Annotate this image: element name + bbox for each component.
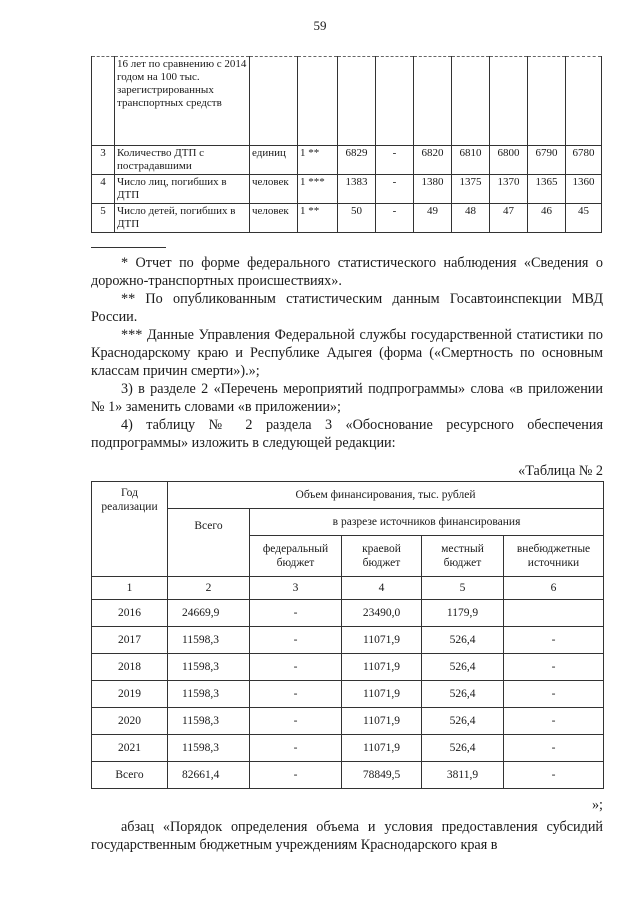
table-row — [92, 204, 602, 233]
extrabudgetary-cell: - — [504, 735, 604, 762]
federal-cell: - — [250, 627, 342, 654]
footnote-2: ** По опубликованным статистическим данным Госавтоинспекции МВД России. — [91, 291, 603, 325]
column-number: 5 — [422, 577, 504, 600]
regional-cell: 11071,9 — [342, 735, 422, 762]
extrabudgetary-cell: - — [504, 762, 604, 789]
table-row — [92, 708, 604, 735]
header-sources: в разрезе источников финансирования — [250, 509, 604, 536]
total-cell: 11598,3 — [168, 681, 250, 708]
indicators-table — [91, 56, 602, 233]
value-cell: 48 — [452, 204, 490, 233]
header-federal: федеральный бюджет — [250, 536, 342, 577]
table-header-row — [92, 482, 604, 509]
total-cell: 11598,3 — [168, 627, 250, 654]
table-row — [92, 57, 602, 146]
value-cell: 6800 — [490, 146, 528, 175]
footnote-3: *** Данные Управления Федеральной службы государственной статистики по Краснодарскому краю и Республике Адыгея (форма («Смертность по основным классам причин смерти»).»; — [91, 327, 603, 379]
indicator-name: Число лиц, погибших в ДТП — [115, 175, 250, 204]
extrabudgetary-cell: - — [504, 627, 604, 654]
table-label: «Таблица № 2 — [518, 463, 603, 479]
table-row-total — [92, 762, 604, 789]
value-cell: 49 — [414, 204, 452, 233]
status-cell: 1 ** — [298, 146, 338, 175]
closing-quote: »; — [591, 797, 603, 813]
table-row — [92, 600, 604, 627]
page-number: 59 — [313, 18, 327, 33]
value-cell: 6810 — [452, 146, 490, 175]
column-number: 1 — [92, 577, 168, 600]
value-cell: 1360 — [566, 175, 602, 204]
paragraph-3: 3) в разделе 2 «Перечень мероприятий подпрограммы» слова «в приложении № 1» заменить словами «в приложении»; — [91, 381, 603, 415]
local-cell: 526,4 — [422, 735, 504, 762]
extrabudgetary-cell: - — [504, 681, 604, 708]
table-row — [92, 654, 604, 681]
value-cell: 6780 — [566, 146, 602, 175]
status-cell: 1 ** — [298, 204, 338, 233]
footnote-divider — [91, 247, 166, 248]
unit-cell: человек — [250, 204, 298, 233]
header-total: Всего — [168, 509, 250, 577]
value-cell: 47 — [490, 204, 528, 233]
total-cell: 24669,9 — [168, 600, 250, 627]
federal-cell: - — [250, 654, 342, 681]
indicator-name: Количество ДТП с пострадавшими — [115, 146, 250, 175]
federal-cell: - — [250, 708, 342, 735]
header-extrabudgetary: внебюджетные источники — [504, 536, 604, 577]
extrabudgetary-cell: - — [504, 654, 604, 681]
table-row — [92, 627, 604, 654]
row-number: 3 — [92, 146, 115, 175]
value-cell: - — [376, 146, 414, 175]
indicator-name: Число детей, погибших в ДТП — [115, 204, 250, 233]
year-cell: 2017 — [92, 627, 168, 654]
value-cell: 1365 — [528, 175, 566, 204]
regional-cell: 11071,9 — [342, 681, 422, 708]
total-cell: 11598,3 — [168, 708, 250, 735]
local-cell: 526,4 — [422, 708, 504, 735]
table-header-row — [92, 509, 604, 536]
local-cell: 526,4 — [422, 627, 504, 654]
table-row — [92, 735, 604, 762]
value-cell: 1383 — [338, 175, 376, 204]
column-number: 4 — [342, 577, 422, 600]
local-cell: 1179,9 — [422, 600, 504, 627]
row-number: 4 — [92, 175, 115, 204]
paragraph-4: 4) таблицу № 2 раздела 3 «Обоснование ресурсного обеспечения подпрограммы» изложить в следующей редакции: — [91, 417, 603, 451]
row-number: 5 — [92, 204, 115, 233]
total-cell: 11598,3 — [168, 735, 250, 762]
table-row — [92, 146, 602, 175]
value-cell: 45 — [566, 204, 602, 233]
federal-cell: - — [250, 762, 342, 789]
extrabudgetary-cell: - — [504, 708, 604, 735]
year-cell: 2021 — [92, 735, 168, 762]
regional-cell: 78849,5 — [342, 762, 422, 789]
column-number: 2 — [168, 577, 250, 600]
status-cell: 1 *** — [298, 175, 338, 204]
column-number: 6 — [504, 577, 604, 600]
federal-cell: - — [250, 681, 342, 708]
value-cell: 46 — [528, 204, 566, 233]
value-cell: 6820 — [414, 146, 452, 175]
table-label-block — [91, 462, 603, 480]
header-regional: краевой бюджет — [342, 536, 422, 577]
value-cell: - — [376, 204, 414, 233]
total-cell: 82661,4 — [168, 762, 250, 789]
federal-cell: - — [250, 600, 342, 627]
unit-cell: человек — [250, 175, 298, 204]
continued-indicator-text: 16 лет по сравнению с 2014 годом на 100 тыс. зарегистрированных транспортных средств — [115, 57, 250, 146]
table-row — [92, 681, 604, 708]
local-cell: 526,4 — [422, 654, 504, 681]
year-cell: Всего — [92, 762, 168, 789]
header-financing: Объем финансирования, тыс. рублей — [168, 482, 604, 509]
year-cell: 2018 — [92, 654, 168, 681]
value-cell: 1380 — [414, 175, 452, 204]
year-cell: 2019 — [92, 681, 168, 708]
regional-cell: 11071,9 — [342, 654, 422, 681]
value-cell: 1370 — [490, 175, 528, 204]
extrabudgetary-cell — [504, 600, 604, 627]
table-row — [92, 175, 602, 204]
year-cell: 2016 — [92, 600, 168, 627]
regional-cell: 11071,9 — [342, 627, 422, 654]
federal-cell: - — [250, 735, 342, 762]
regional-cell: 23490,0 — [342, 600, 422, 627]
regional-cell: 11071,9 — [342, 708, 422, 735]
value-cell: 6829 — [338, 146, 376, 175]
local-cell: 3811,9 — [422, 762, 504, 789]
header-local: местный бюджет — [422, 536, 504, 577]
header-year: Год реализации — [92, 482, 168, 577]
year-cell: 2020 — [92, 708, 168, 735]
closing-block — [91, 796, 603, 814]
footnote-1: * Отчет по форме федерального статистического наблюдения «Сведения о дорожно-транспортных происшествиях». — [91, 255, 603, 289]
value-cell: 1375 — [452, 175, 490, 204]
value-cell: - — [376, 175, 414, 204]
footnotes — [91, 254, 603, 452]
finance-table — [91, 481, 604, 789]
total-cell: 11598,3 — [168, 654, 250, 681]
column-numbers-row — [92, 577, 604, 600]
value-cell: 6790 — [528, 146, 566, 175]
final-block — [91, 818, 603, 854]
final-paragraph: абзац «Порядок определения объема и условия предоставления субсидий государственным бюджетным учреждениям Краснодарского края в — [91, 819, 603, 853]
value-cell: 50 — [338, 204, 376, 233]
unit-cell: единиц — [250, 146, 298, 175]
column-number: 3 — [250, 577, 342, 600]
local-cell: 526,4 — [422, 681, 504, 708]
